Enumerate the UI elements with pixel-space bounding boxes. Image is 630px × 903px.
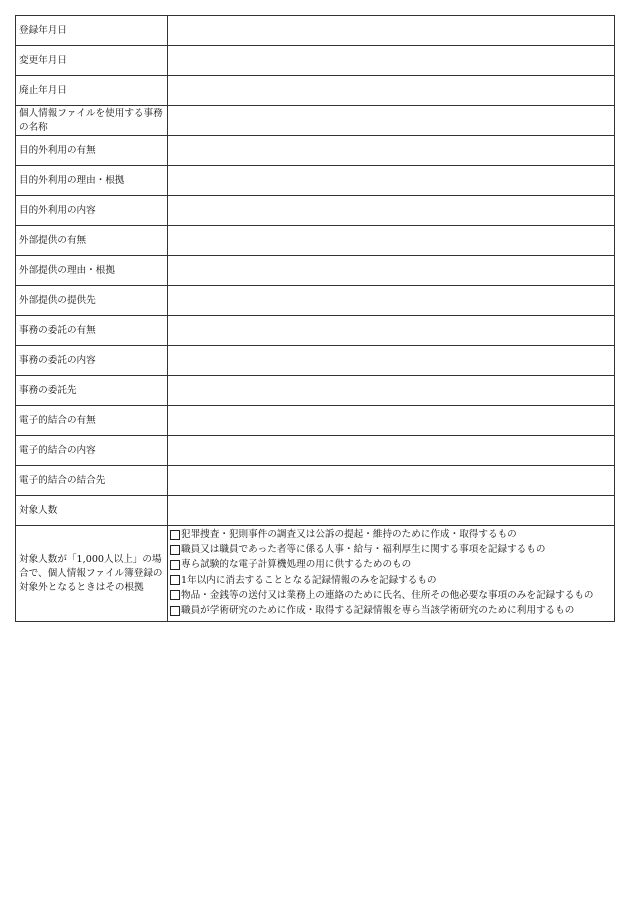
field-value[interactable]: [168, 376, 615, 406]
exclusion-option-label: 職員又は職員であった者等に係る人事・給与・福利厚生に関する事項を記録するもの: [181, 544, 546, 556]
field-value[interactable]: [168, 286, 615, 316]
field-label: [16, 136, 168, 166]
row-outsourcing-flag: [16, 316, 615, 346]
field-value[interactable]: [168, 496, 615, 526]
row-outsourcing-contractor: [16, 376, 615, 406]
field-label: [16, 46, 168, 76]
field-label-text: 外部提供の有無: [19, 234, 87, 246]
field-value[interactable]: [168, 256, 615, 286]
field-value[interactable]: [168, 136, 615, 166]
exclusion-option-label: 職員が学術研究のために作成・取得する記録情報を専ら当該学術研究のために利用するもの: [181, 605, 575, 617]
field-label-text: 廃止年月日: [19, 84, 67, 96]
field-value[interactable]: [168, 436, 615, 466]
exclusion-option-label: 物品・金銭等の送付又は業務上の連絡のために氏名、住所その他必要な事項のみを記録するもの: [181, 589, 594, 601]
row-electronic-link-target: [16, 466, 615, 496]
row-subject-count: [16, 496, 615, 526]
field-value[interactable]: [168, 466, 615, 496]
field-value[interactable]: [168, 76, 615, 106]
row-modification-date: [16, 46, 615, 76]
field-label-text: 事務の委託の内容: [19, 354, 96, 366]
field-value[interactable]: [168, 226, 615, 256]
exclusion-option-label: 専ら試験的な電子計算機処理の用に供するためのもの: [181, 559, 412, 571]
field-label: [16, 346, 168, 376]
field-label: [16, 76, 168, 106]
field-value[interactable]: [168, 316, 615, 346]
row-electronic-link-flag: [16, 406, 615, 436]
row-registration-date: [16, 16, 615, 46]
field-label-text: 事務の委託の有無: [19, 324, 96, 336]
field-label: [16, 496, 168, 526]
exclusion-option[interactable]: [170, 527, 612, 542]
field-label: [16, 106, 168, 136]
exclusion-option[interactable]: [170, 603, 612, 618]
row-external-provision-flag: [16, 226, 615, 256]
field-value[interactable]: [168, 106, 615, 136]
field-label: [16, 436, 168, 466]
exclusion-option[interactable]: [170, 542, 612, 557]
field-label: [16, 466, 168, 496]
field-label: [16, 316, 168, 346]
exclusion-option[interactable]: [170, 557, 612, 572]
field-label-text: 外部提供の理由・根拠: [19, 264, 115, 276]
exclusion-option-label: 1年以内に消去することとなる記録情報のみを記録するもの: [181, 574, 437, 586]
checkbox-icon[interactable]: [170, 545, 180, 555]
row-electronic-link-content: [16, 436, 615, 466]
row-business-name: [16, 106, 615, 136]
field-label: [16, 406, 168, 436]
exclusion-label-text: 対象人数が「1,000人以上」の場合で、個人情報ファイル簿登録の対象外となるときはその根拠: [19, 553, 163, 593]
checkbox-icon[interactable]: [170, 606, 180, 616]
field-label-text: 電子的結合の結合先: [19, 474, 106, 486]
field-label: [16, 166, 168, 196]
field-label-text: 電子的結合の有無: [19, 414, 96, 426]
field-label-text: 対象人数: [19, 504, 58, 516]
field-label-text: 目的外利用の内容: [19, 204, 96, 216]
field-value[interactable]: [168, 196, 615, 226]
checkbox-icon[interactable]: [170, 575, 180, 585]
field-label-text: 外部提供の提供先: [19, 294, 96, 306]
field-label: [16, 226, 168, 256]
field-label: [16, 196, 168, 226]
checkbox-icon[interactable]: [170, 560, 180, 570]
field-label-text: 事務の委託先: [19, 384, 77, 396]
field-label-text: 目的外利用の理由・根拠: [19, 174, 125, 186]
row-abolition-date: [16, 76, 615, 106]
row-external-provision-recipient: [16, 286, 615, 316]
row-other-purpose-use-reason: [16, 166, 615, 196]
field-label: [16, 376, 168, 406]
checkbox-icon[interactable]: [170, 530, 180, 540]
field-value[interactable]: [168, 16, 615, 46]
field-label: [16, 256, 168, 286]
row-other-purpose-use-flag: [16, 136, 615, 166]
row-other-purpose-use-content: [16, 196, 615, 226]
field-value[interactable]: [168, 346, 615, 376]
row-external-provision-reason: [16, 256, 615, 286]
field-label: [16, 526, 168, 622]
exclusion-options-cell: [168, 526, 615, 622]
field-label-text: 目的外利用の有無: [19, 144, 96, 156]
exclusion-option[interactable]: [170, 573, 612, 588]
field-label-text: 個人情報ファイルを使用する事務の名称: [19, 107, 163, 133]
exclusion-checkbox-list: [170, 527, 612, 618]
personal-info-file-register-table: [15, 15, 615, 622]
exclusion-option[interactable]: [170, 588, 612, 603]
field-label-text: 変更年月日: [19, 54, 67, 66]
field-value[interactable]: [168, 46, 615, 76]
field-label: [16, 16, 168, 46]
checkbox-icon[interactable]: [170, 590, 180, 600]
field-label: [16, 286, 168, 316]
field-value[interactable]: [168, 406, 615, 436]
field-label-text: 電子的結合の内容: [19, 444, 96, 456]
exclusion-option-label: 犯罪捜査・犯則事件の調査又は公訴の提起・維持のために作成・取得するもの: [181, 529, 517, 540]
row-exclusion-basis: [16, 526, 615, 622]
field-value[interactable]: [168, 166, 615, 196]
row-outsourcing-content: [16, 346, 615, 376]
field-label-text: 登録年月日: [19, 24, 67, 36]
